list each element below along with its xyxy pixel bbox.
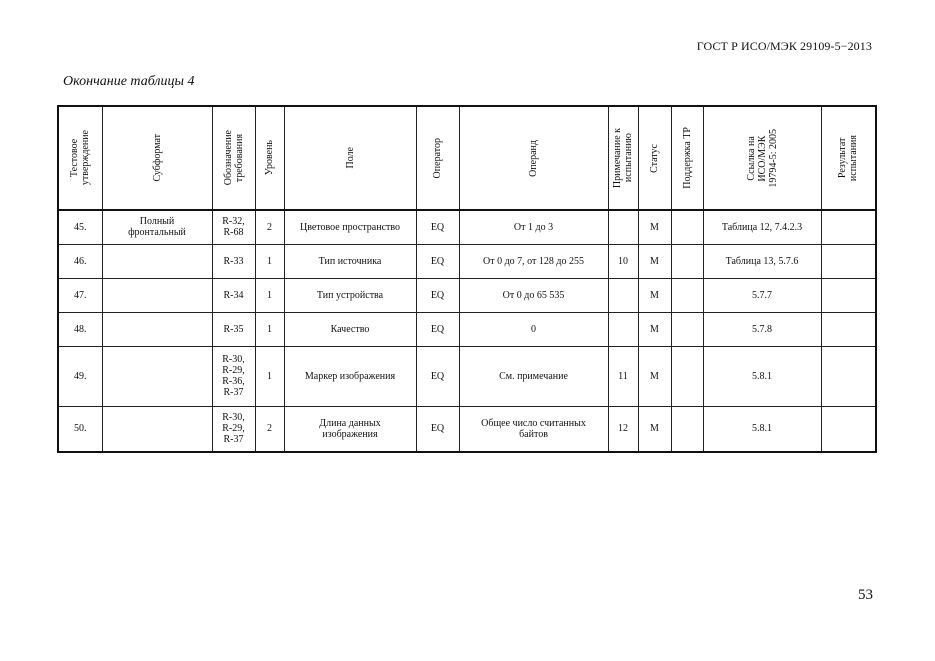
cell-level: 1 (255, 278, 284, 312)
cell-requirement: R-33 (212, 244, 255, 278)
col-header-subformat: Субформат (102, 106, 212, 210)
col-header-test-assertion: Тестовое утверждение (58, 106, 102, 210)
cell-operand: От 0 до 7, от 128 до 255 (459, 244, 608, 278)
cell-note (608, 210, 638, 244)
cell-result (821, 312, 876, 346)
col-header-tp-support: Поддержка ТР (671, 106, 703, 210)
cell-level: 1 (255, 346, 284, 406)
cell-subformat (102, 312, 212, 346)
cell-subformat (102, 278, 212, 312)
cell-operand: От 1 до 3 (459, 210, 608, 244)
cell-status: M (638, 210, 671, 244)
cell-operand: 0 (459, 312, 608, 346)
cell-operator: EQ (416, 406, 459, 452)
cell-operator: EQ (416, 346, 459, 406)
col-header-test-result: Результат испытания (821, 106, 876, 210)
document-id: ГОСТ Р ИСО/МЭК 29109-5−2013 (696, 39, 872, 53)
cell-reference: Таблица 13, 5.7.6 (703, 244, 821, 278)
cell-note (608, 312, 638, 346)
cell-note: 10 (608, 244, 638, 278)
col-header-level: Уровень (255, 106, 284, 210)
cell-id: 49. (58, 346, 102, 406)
cell-result (821, 346, 876, 406)
cell-status: M (638, 278, 671, 312)
cell-status: M (638, 346, 671, 406)
cell-id: 46. (58, 244, 102, 278)
cell-reference: Таблица 12, 7.4.2.3 (703, 210, 821, 244)
page-number: 53 (858, 587, 873, 603)
cell-level: 2 (255, 406, 284, 452)
cell-status: M (638, 312, 671, 346)
col-header-operator: Оператор (416, 106, 459, 210)
requirements-table (57, 105, 877, 453)
cell-reference: 5.8.1 (703, 406, 821, 452)
cell-operand: Общее число считанных байтов (459, 406, 608, 452)
cell-tp-support (671, 406, 703, 452)
cell-field: Маркер изображения (284, 346, 416, 406)
cell-reference: 5.7.7 (703, 278, 821, 312)
cell-field: Тип устройства (284, 278, 416, 312)
cell-operator: EQ (416, 312, 459, 346)
cell-operator: EQ (416, 244, 459, 278)
cell-tp-support (671, 210, 703, 244)
cell-id: 45. (58, 210, 102, 244)
col-header-status: Статус (638, 106, 671, 210)
cell-operator: EQ (416, 278, 459, 312)
col-header-requirement-id: Обозначение требования (212, 106, 255, 210)
table-header-row (58, 106, 876, 210)
cell-reference: 5.7.8 (703, 312, 821, 346)
cell-requirement: R-35 (212, 312, 255, 346)
col-header-test-note: Примечание к испытанию (608, 106, 638, 210)
cell-requirement: R-30, R-29, R-36, R-37 (212, 346, 255, 406)
cell-tp-support (671, 312, 703, 346)
cell-requirement: R-34 (212, 278, 255, 312)
cell-operand: От 0 до 65 535 (459, 278, 608, 312)
cell-requirement: R-30, R-29, R-37 (212, 406, 255, 452)
cell-field: Тип источника (284, 244, 416, 278)
col-header-iso-reference: Ссылка на ИСО/МЭК 19794-5: 2005 (703, 106, 821, 210)
cell-requirement: R-32, R-68 (212, 210, 255, 244)
table-row (58, 244, 876, 278)
cell-id: 47. (58, 278, 102, 312)
cell-operator: EQ (416, 210, 459, 244)
cell-id: 48. (58, 312, 102, 346)
cell-operand: См. примечание (459, 346, 608, 406)
table-row (58, 210, 876, 244)
cell-tp-support (671, 278, 703, 312)
table-row (58, 346, 876, 406)
table-row (58, 406, 876, 452)
cell-result (821, 210, 876, 244)
table-row (58, 312, 876, 346)
cell-note: 12 (608, 406, 638, 452)
cell-tp-support (671, 244, 703, 278)
cell-status: M (638, 244, 671, 278)
cell-level: 2 (255, 210, 284, 244)
cell-reference: 5.8.1 (703, 346, 821, 406)
table-caption: Окончание таблицы 4 (63, 74, 195, 89)
cell-subformat (102, 406, 212, 452)
cell-field: Длина данных изображения (284, 406, 416, 452)
cell-subformat: Полный фронтальный (102, 210, 212, 244)
cell-tp-support (671, 346, 703, 406)
cell-level: 1 (255, 244, 284, 278)
table-row (58, 278, 876, 312)
cell-status: M (638, 406, 671, 452)
cell-result (821, 278, 876, 312)
cell-level: 1 (255, 312, 284, 346)
col-header-field: Поле (284, 106, 416, 210)
cell-subformat (102, 346, 212, 406)
cell-subformat (102, 244, 212, 278)
cell-note (608, 278, 638, 312)
col-header-operand: Операнд (459, 106, 608, 210)
cell-result (821, 406, 876, 452)
cell-id: 50. (58, 406, 102, 452)
cell-note: 11 (608, 346, 638, 406)
cell-field: Качество (284, 312, 416, 346)
cell-field: Цветовое пространство (284, 210, 416, 244)
cell-result (821, 244, 876, 278)
